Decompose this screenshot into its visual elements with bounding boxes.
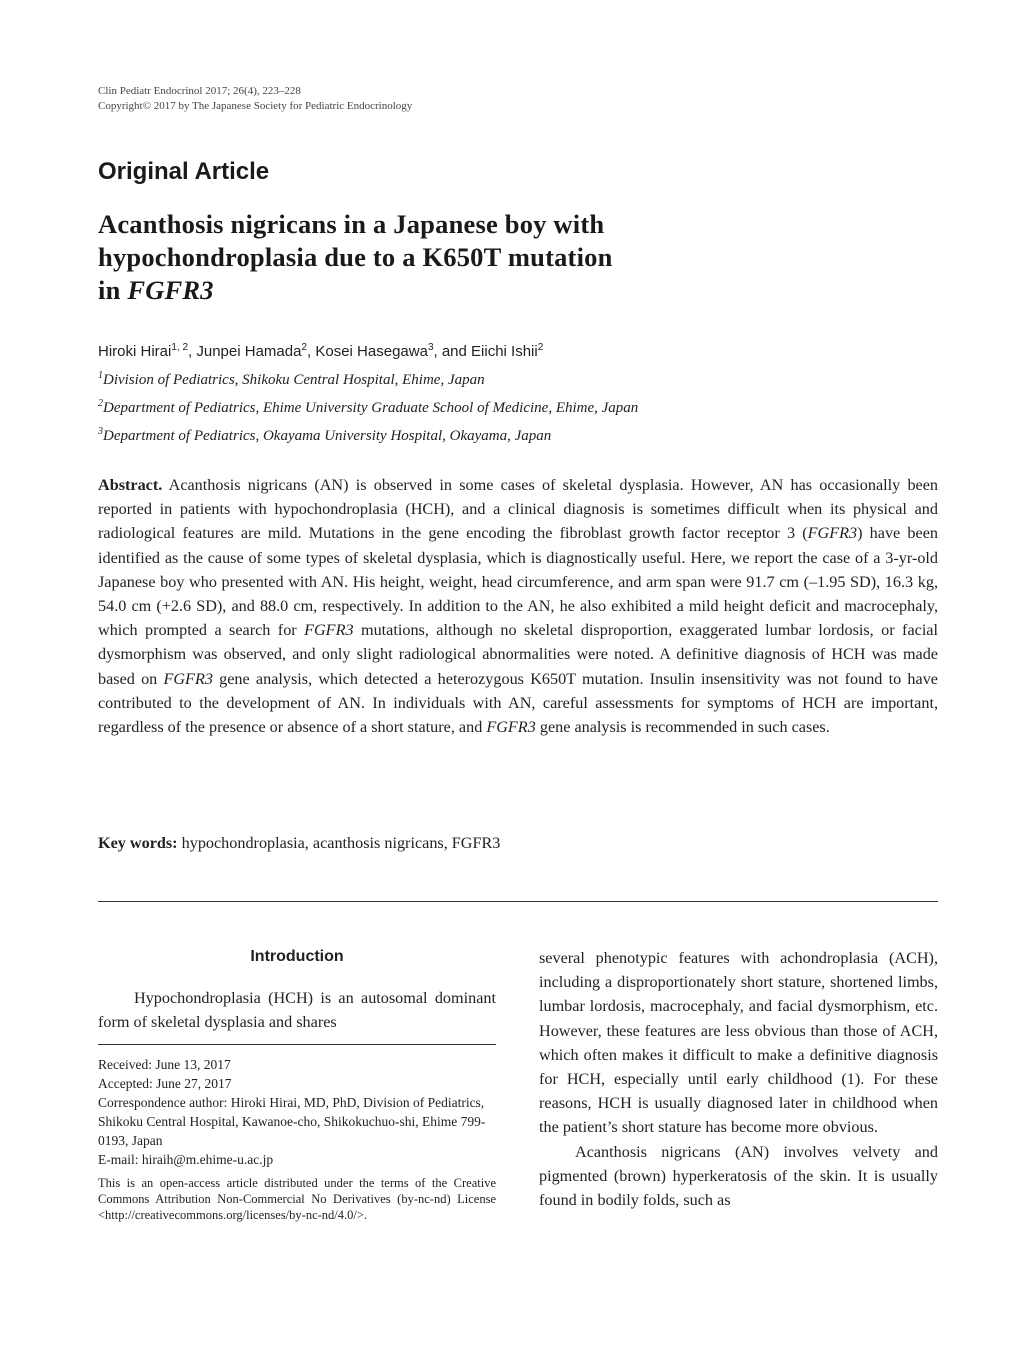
- body-paragraph: several phenotypic features with achondroplasia (ACH), including a disproportionately short stature, shortened limbs, lumbar lordosis, macrocephaly, and facial dysmorphism, etc. However, these features are less obvious than those of ACH, which often makes it difficult to make a definitive diagnosis for HCH, especially until early childhood (1). For these reasons, HCH is usually diagnosed later in childhood when the patient’s short stature has become more obvious.: [539, 949, 938, 1137]
- gene-name: FGFR3: [486, 718, 536, 737]
- abstract-text: gene analysis, which detected a heterozygous K650T mutation. Insulin insensitivity was not found to have contributed to the development of AN. In individuals with AN, careful assessments for symptoms of HCH are important, regardless of the presence or absence of a short stature, and: [98, 669, 938, 737]
- affiliation-text: Department of Pediatrics, Okayama University Hospital, Okayama, Japan: [103, 428, 552, 444]
- author-name: Hiroki Hirai: [98, 343, 172, 360]
- author-name: Kosei Hasegawa: [315, 343, 428, 360]
- affiliation-number: 2: [98, 398, 103, 409]
- affiliation-text: Division of Pediatrics, Shikoku Central Hospital, Ehime, Japan: [103, 372, 485, 388]
- abstract-text: ) have been identified as the cause of some types of skeletal dysplasia, which is diagnostically useful. Here, we report the case of a 3-yr-old Japanese boy who presented with AN. His height, weight, head circumference, and arm span were 91.7 cm (–1.95 SD), 16.3 kg, 54.0 cm (+2.6 SD), and 88.0 cm, respectively. In addition to the AN, he also exhibited a mild height deficit and macrocephaly, which prompted a search for: [98, 524, 938, 640]
- abstract: [98, 473, 938, 739]
- journal-copyright: Copyright© 2017 by The Japanese Society for Pediatric Endocrinology: [98, 100, 413, 112]
- article-footnote: [98, 1055, 496, 1223]
- author-separator: , and: [433, 343, 472, 360]
- affiliation-2: [98, 398, 638, 417]
- keywords: [98, 834, 500, 853]
- gene-name: FGFR3: [807, 524, 858, 543]
- title-line-1: Acanthosis nigricans in a Japanese boy with: [98, 209, 605, 239]
- correspondence: Correspondence author: Hiroki Hirai, MD, PhD, Division of Pediatrics, Shikoku Central Hospital, Kawanoe-cho, Shikokuchuo-shi, Ehime 799-0193, Japan: [98, 1095, 486, 1149]
- section-label: Original Article: [98, 158, 270, 185]
- author-affiliation-sup: 2: [537, 342, 544, 353]
- author-name: Junpei Hamada: [196, 343, 302, 360]
- section-divider: [98, 901, 938, 902]
- introduction-heading: Introduction: [250, 948, 344, 965]
- body-paragraph: Acanthosis nigricans (AN) involves velvety and pigmented (brown) hyperkeratosis of the skin. It is usually found in bodily folds, such as: [539, 1142, 938, 1210]
- gene-name: FGFR3: [163, 669, 213, 688]
- abstract-label: Abstract.: [98, 476, 163, 494]
- gene-name: FGFR3: [304, 621, 354, 640]
- affiliation-1: [98, 370, 485, 389]
- affiliation-text: Department of Pediatrics, Ehime University Graduate School of Medicine, Ehime, Japan: [103, 400, 639, 416]
- left-column: [98, 946, 496, 1223]
- title-line-3: [98, 274, 958, 307]
- article-title: [98, 208, 958, 307]
- right-column: [539, 946, 938, 1212]
- keywords-label: Key words:: [98, 834, 178, 852]
- footnote-divider: [98, 1044, 496, 1045]
- author-affiliation-sup: 3: [427, 342, 434, 353]
- author-affiliation-sup: 2: [301, 342, 308, 353]
- author-list: [98, 342, 543, 360]
- abstract-text: mutations, although no skeletal disproportion, exaggerated lumbar lordosis, or facial dysmorphism was observed, and only slight radiological abnormalities were noted. A definitive diagnosis of HCH was made based on: [98, 621, 938, 688]
- title-gene: FGFR3: [127, 275, 214, 305]
- affiliation-number: 3: [98, 426, 103, 437]
- journal-citation: Clin Pediatr Endocrinol 2017; 26(4), 223–228: [98, 85, 301, 97]
- accepted-date: Accepted: June 27, 2017: [98, 1076, 232, 1092]
- title-line-3-prefix: in: [98, 275, 128, 305]
- affiliation-3: [98, 426, 551, 445]
- affiliation-number: 1: [98, 370, 103, 381]
- email: E-mail: hiraih@m.ehime-u.ac.jp: [98, 1152, 274, 1168]
- keywords-text: hypochondroplasia, acanthosis nigricans, FGFR3: [177, 834, 501, 852]
- received-date: Received: June 13, 2017: [98, 1057, 231, 1073]
- title-line-2: hypochondroplasia due to a K650T mutation: [98, 242, 613, 272]
- license-notice: This is an open-access article distributed under the terms of the Creative Commons Attribution Non-Commercial No Derivatives (by-nc-nd) License <http://creativecommons.org/licenses/by-nc-nd/4.0/>.: [98, 1176, 496, 1223]
- author-separator: ,: [307, 343, 316, 360]
- abstract-text: Acanthosis nigricans (AN) is observed in some cases of skeletal dysplasia. However, AN has occasionally been reported in patients with hypochondroplasia (HCH), and a clinical diagnosis is sometimes difficult when its physical and radiological features are mild. Mutations in the gene encoding the fibroblast growth factor receptor 3 (: [98, 476, 938, 543]
- introduction-paragraph: Hypochondroplasia (HCH) is an autosomal dominant form of skeletal dysplasia and shares: [98, 989, 496, 1032]
- author-affiliation-sup: 1, 2: [171, 342, 189, 353]
- author-separator: ,: [188, 343, 197, 360]
- author-name: Eiichi Ishii: [471, 343, 538, 360]
- abstract-text: gene analysis is recommended in such cases.: [535, 718, 830, 737]
- journal-header: [98, 84, 412, 114]
